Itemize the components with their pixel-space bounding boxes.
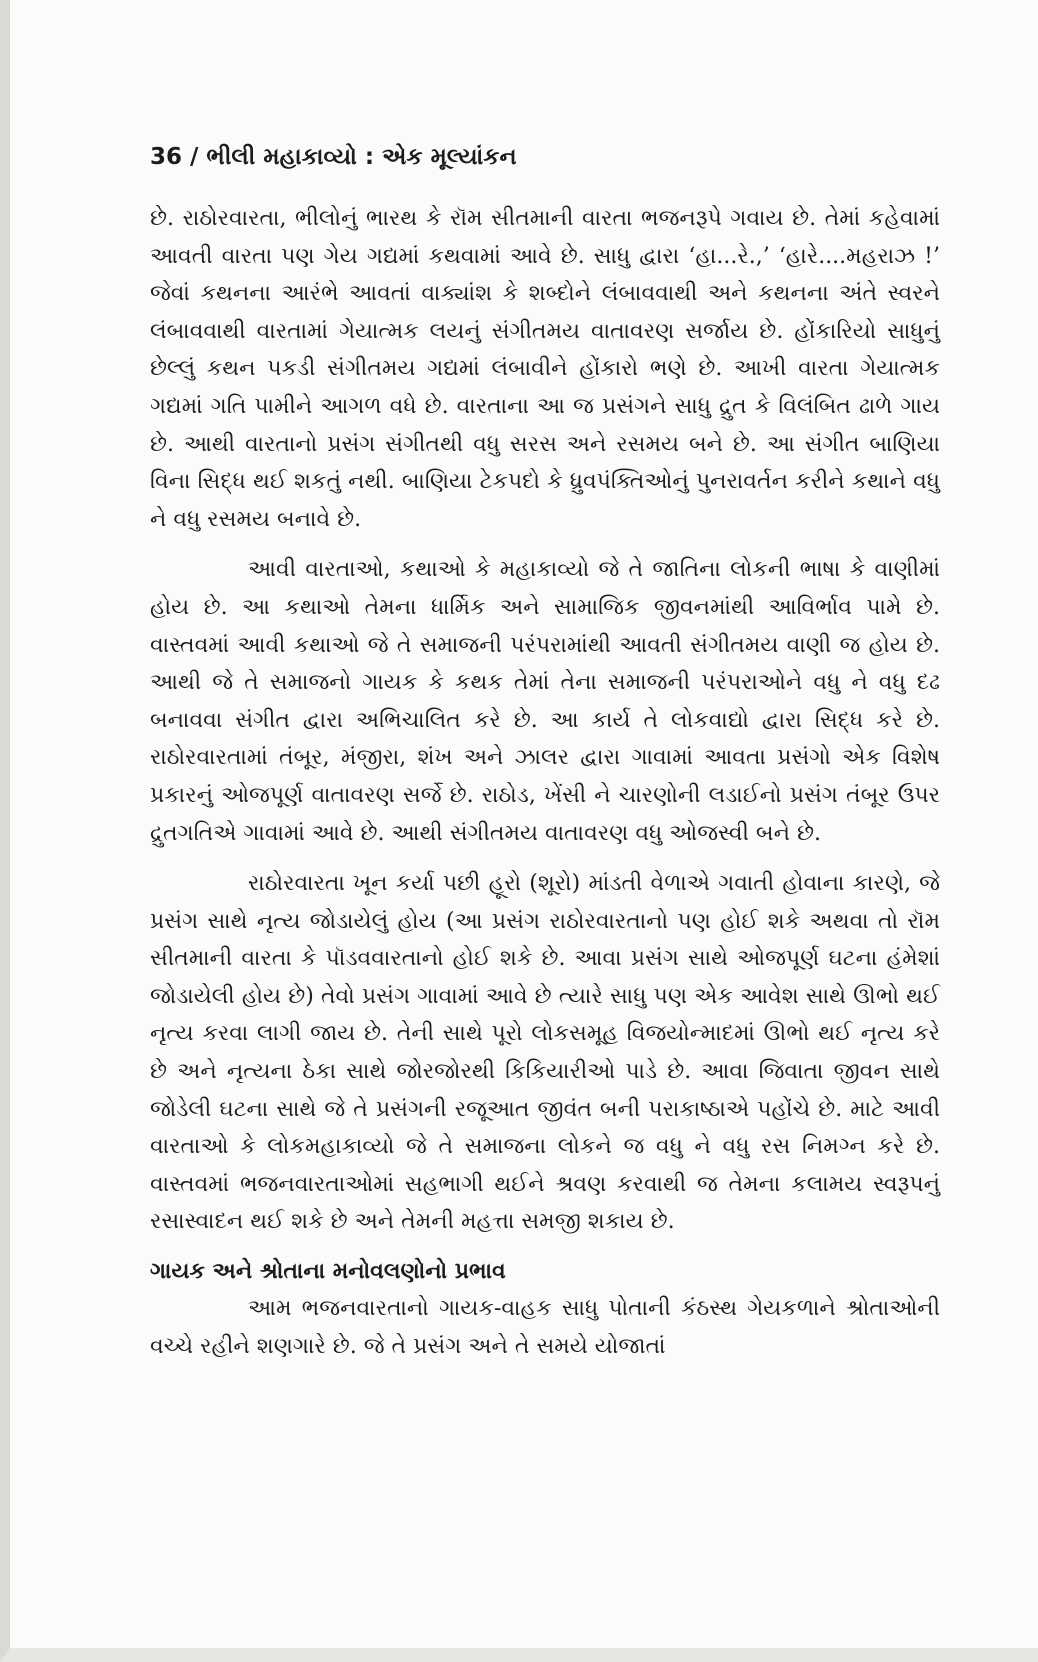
paragraph-1: છે. રાઠોરવારતા, ભીલોનું ભારથ કે રૉમ સીતમાની વારતા ભજનરૂપે ગવાય છે. તેમાં કહેવામાં આવતી વારતા પણ ગેય ગદ્યમાં કથવામાં આવે છે. સાધુ દ્વારા ‘હા...રે.,’ ‘હારે....મહરાઝ !’ જેવાં કથનના આરંભે આવતાં વાક્યાંશ કે શબ્દોને લંબાવવાથી અને કથનના અંતે સ્વરને લંબાવવાથી વારતામાં ગેયાત્મક લયનું સંગીતમય વાતાવરણ સર્જાય છે. હોંકારિયો સાધુનું છેલ્લું કથન પકડી સંગીતમય ગદ્યમાં લંબાવીને હોંકારો ભણે છે. આખી વારતા ગેયાત્મક ગદ્યમાં ગતિ પામીને આગળ વધે છે. વારતાના આ જ પ્રસંગને સાધુ દ્રુત કે વિલંબિત ઢાળે ગાય છે. આથી વારતાનો પ્રસંગ સંગીતથી વધુ સરસ અને રસમય બને છે. આ સંગીત બાણિયા વિના સિદ્ધ થઈ શકતું નથી. બાણિયા ટેકપદો કે ધ્રુવપંક્તિઓનું પુનરાવર્તન કરીને કથાને વધુ ને વધુ રસમય બનાવે છે. [150,206,940,532]
page-content [150,140,940,1378]
paragraph-2: આવી વારતાઓ, કથાઓ કે મહાકાવ્યો જે તે જાતિના લોકની ભાષા કે વાણીમાં હોય છે. આ કથાઓ તેમના ધાર્મિક અને સામાજિક જીવનમાંથી આવિર્ભાવ પામે છે. વાસ્તવમાં આવી કથાઓ જે તે સમાજની પરંપરામાંથી આવતી સંગીતમય વાણી જ હોય છે. આથી જે તે સમાજનો ગાયક કે કથક તેમાં તેના સમાજની પરંપરાઓને વધુ ને વધુ દઢ બનાવવા સંગીત દ્વારા અભિચાલિત કરે છે. આ કાર્ય તે લોકવાદ્યો દ્વારા સિદ્ધ કરે છે. રાઠોરવારતામાં તંબૂર, મંજીરા, શંખ અને ઝાલર દ્વારા ગાવામાં આવતા પ્રસંગો એક વિશેષ પ્રકારનું ઓજપૂર્ણ વાતાવરણ સર્જે છે. રાઠોડ, ખેંસી ને ચારણોની લડાઈનો પ્રસંગ તંબૂર ઉપર દ્રુતગતિએ ગાવામાં આવે છે. આથી સંગીતમય વાતાવરણ વધુ ઓજસ્વી બને છે. [150,557,940,846]
section-paragraph: આમ ભજનવારતાનો ગાયક-વાહક સાધુ પોતાની કંઠસ્થ ગેયકળાને શ્રોતાઓની વચ્ચે રહીને શણગારે છે. જે તે પ્રસંગ અને તે સમયે યોજાતાં [150,1296,940,1359]
running-head: 36 / ભીલી મહાકાવ્યો : એક મૂલ્યાંકન [150,144,517,170]
section-heading: ગાયક અને શ્રોતાના મનોવલણોનો પ્રભાવ [150,1259,506,1285]
paragraph-3: રાઠોરવારતા ખૂન કર્યા પછી હૂરો (શૂરો) માંડતી વેળાએ ગવાતી હોવાના કારણે, જે પ્રસંગ સાથે નૃત્ય જોડાયેલું હોય (આ પ્રસંગ રાઠોરવારતાનો પણ હોઈ શકે અથવા તો રૉમ સીતમાની વારતા કે પૉડવવારતાનો હોઈ શકે છે. આવા પ્રસંગ સાથે ઓજપૂર્ણ ઘટના હંમેશાં જોડાયેલી હોય છે) તેવો પ્રસંગ ગાવામાં આવે છે ત્યારે સાધુ પણ એક આવેશ સાથે ઊભો થઈ નૃત્ય કરવા લાગી જાય છે. તેની સાથે પૂરો લોકસમૂહ વિજયોન્માદમાં ઊભો થઈ નૃત્ય કરે છે અને નૃત્યના ઠેકા સાથે જોરજોરથી કિકિયારીઓ પાડે છે. આવા જિવાતા જીવન સાથે જોડેલી ઘટના સાથે જે તે પ્રસંગની રજૂઆત જીવંત બની પરાકાષ્ઠાએ પહોંચે છે. માટે આવી વારતાઓ કે લોકમહાકાવ્યો જે તે સમાજના લોકને જ વધુ ને વધુ રસ નિમગ્ન કરે છે. વાસ્તવમાં ભજનવારતાઓમાં સહભાગી થઈને શ્રવણ કરવાથી જ તેમના કલામય સ્વરૂપનું રસાસ્વાદન થઈ શકે છે અને તેમની મહત્તા સમજી શકાય છે. [150,871,940,1235]
